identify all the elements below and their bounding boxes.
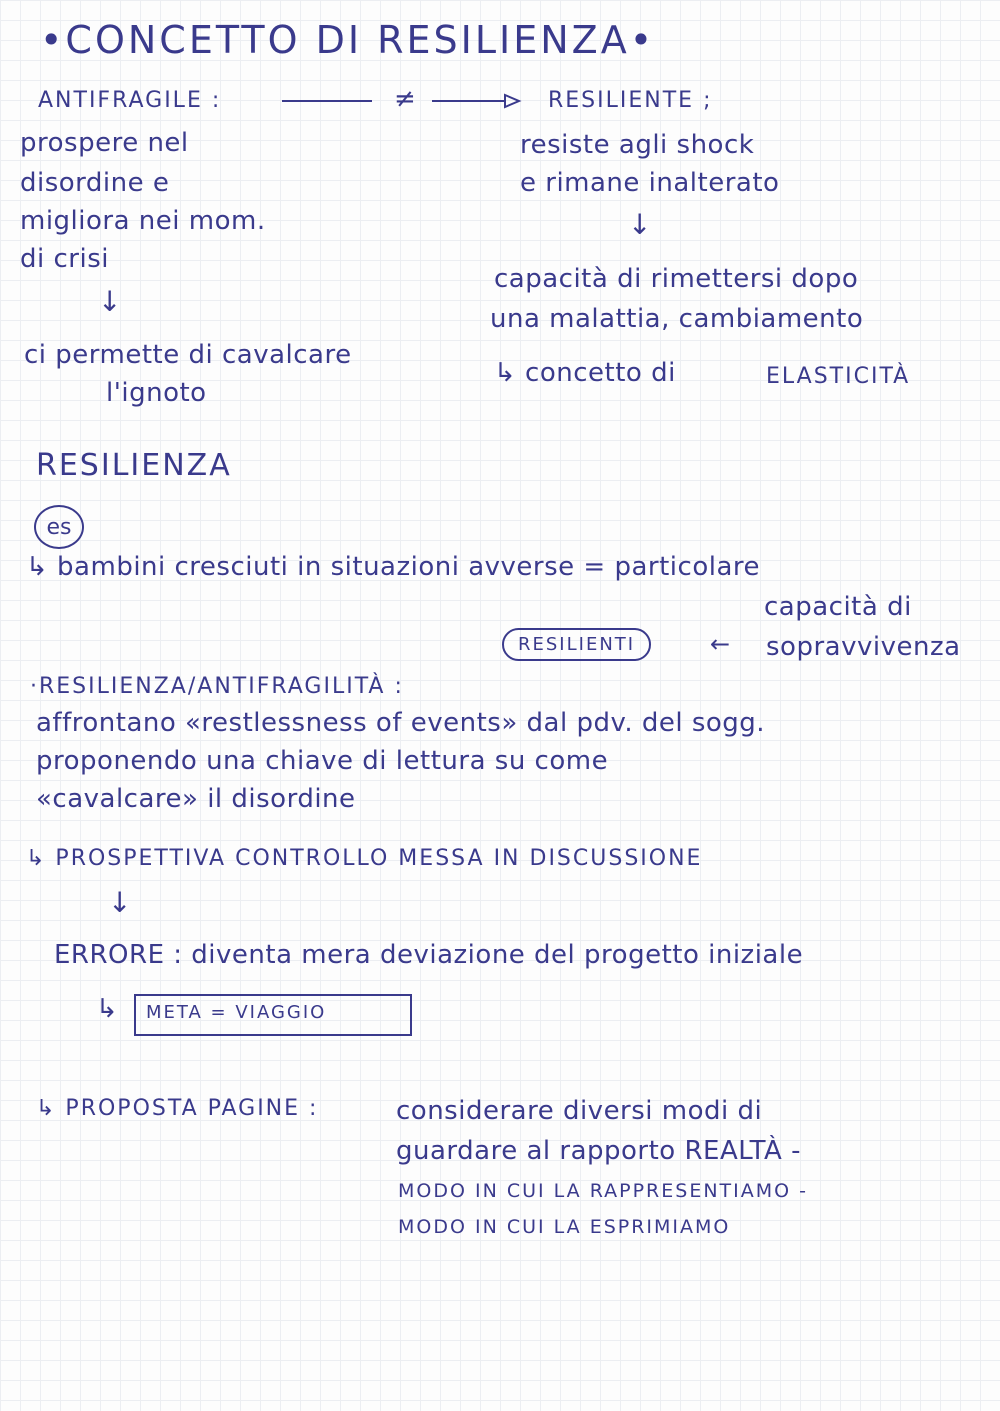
goal-prefix-arrow: ↳ [96,994,118,1024]
proposal-prefix: ↳ PROPOSTA PAGINE : [36,1096,319,1121]
resiliente-line-1: resiste agli shock [520,130,755,160]
goal-box: META = VIAGGIO [134,994,412,1036]
capacity-line-2: una malattia, cambiamento [490,304,864,334]
not-equal-icon: ≠ [394,84,416,114]
resilienza-antifragilita-heading: ·RESILIENZA/ANTIFRAGILITÀ : [30,674,404,699]
capacity-text-1: capacità di [764,592,912,622]
page-title: •CONCETTO DI RESILIENZA• [40,18,656,62]
section3-line-2: proponendo una chiave di lettura su come [36,746,609,776]
example-line: ↳ bambini cresciuti in situazioni avverse = particolare [26,552,760,582]
antifragile-line-3: migliora nei mom. [20,206,266,236]
es-label: es [46,514,72,540]
antifragile-line-1: prospere nel [20,128,189,158]
capacity-text-2: sopravvivenza [766,632,961,662]
es-circle [34,505,84,549]
section3-line-3: «cavalcare» il disordine [36,784,356,814]
resilienza-heading: RESILIENZA [36,448,232,483]
resiliente-heading: RESILIENTE ; [548,88,713,113]
elasticity-term: ELASTICITÀ [766,364,911,389]
antifragile-result-2: l'ignoto [106,378,207,408]
down-arrow-icon: ↓ [628,208,652,241]
antifragile-heading: ANTIFRAGILE : [38,88,222,113]
down-arrow-icon: ↓ [108,886,132,919]
antifragile-result-1: ci permette di cavalcare [24,340,352,370]
arrow-head [505,95,519,107]
antifragile-line-2: disordine e [20,168,170,198]
proposal-line-1: considerare diversi modi di [396,1096,763,1126]
error-line: ERRORE : diventa mera deviazione del progetto iniziale [54,940,804,970]
section3-line-1: affrontano «restlessness of events» dal pdv. del sogg. [36,708,766,738]
perspective-line: ↳ PROSPETTIVA CONTROLLO MESSA IN DISCUSSIONE [26,846,703,871]
capacity-line-1: capacità di rimettersi dopo [494,264,859,294]
proposal-line-3: MODO IN CUI LA RAPPRESENTIAMO - [398,1180,808,1202]
proposal-line-2: guardare al rapporto REALTÀ - [396,1136,801,1166]
proposal-line-4: MODO IN CUI LA ESPRIMIAMO [398,1216,731,1238]
resiliente-line-2: e rimane inalterato [520,168,780,198]
down-arrow-icon: ↓ [98,285,122,318]
resilienti-badge: RESILIENTI [502,628,651,661]
left-arrow-icon: ← [710,630,731,658]
elasticity-prefix: ↳ concetto di [494,358,676,388]
antifragile-line-4: di crisi [20,244,109,274]
